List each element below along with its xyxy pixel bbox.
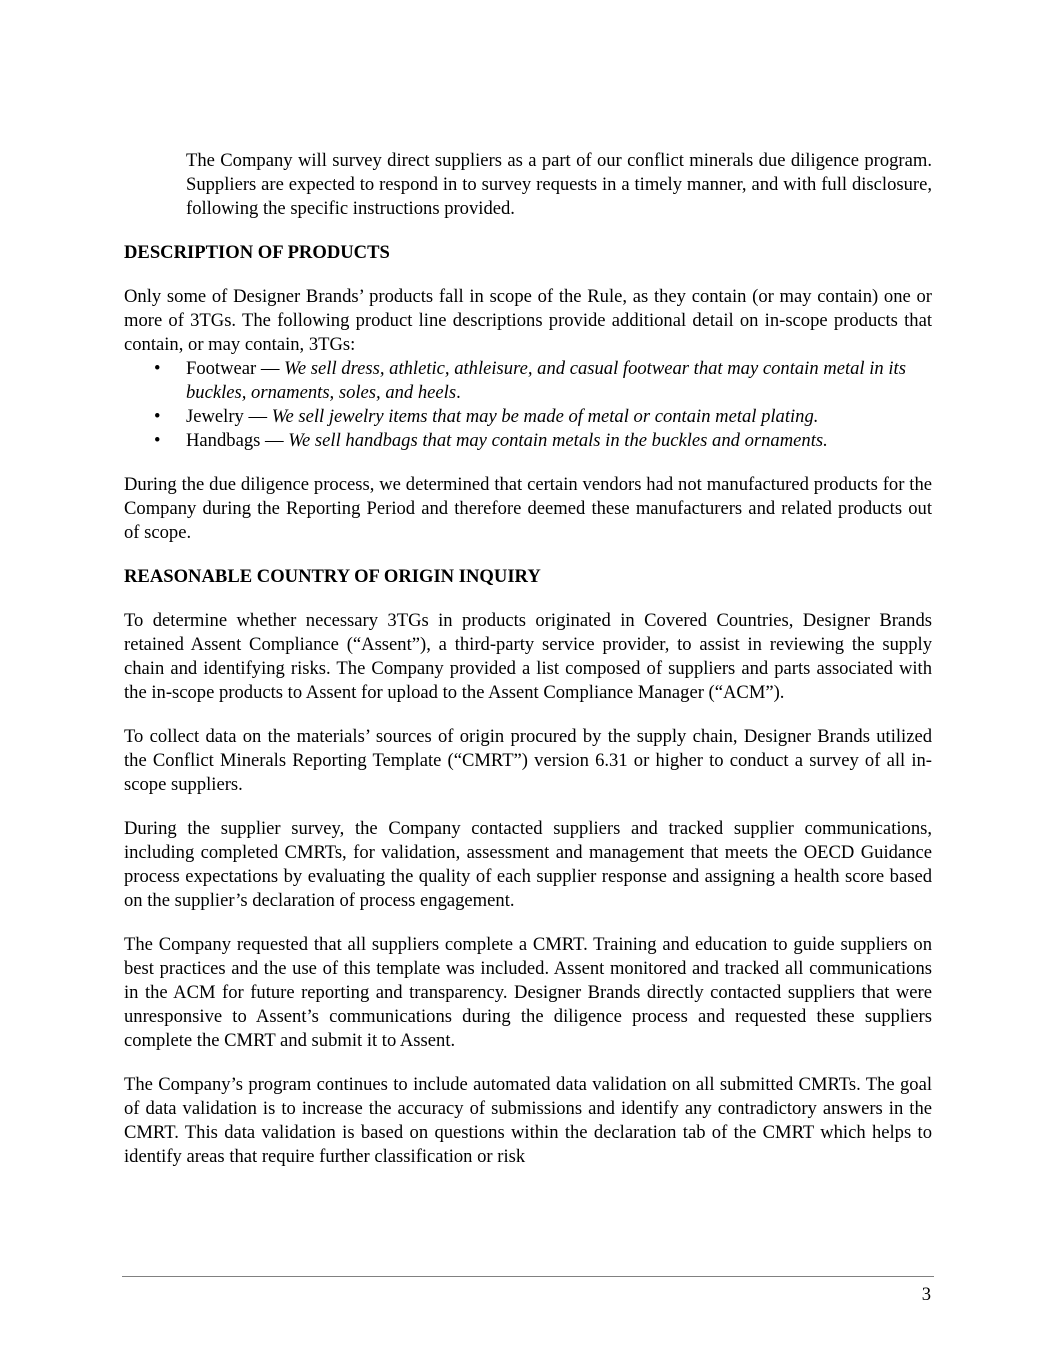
intro-paragraph: The Company will survey direct suppliers as a part of our conflict minerals due diligence program. Suppliers are expected to respond in to survey requests in a timely manner, and with full disclosure, following the specific instructions provided. [186,150,932,219]
product-description: We sell dress, athletic, athleisure, and casual footwear that may contain metal in its buckles, ornaments, soles, and heels [186,358,906,403]
inquiry-paragraph-1: To determine whether necessary 3TGs in products originated in Covered Countries, Designer Brands retained Assent Compliance (“Assent”), a third-party service provider, to assist in reviewing the supply chain and identifying risks. The Company provided a list composed of suppliers and parts associated with the in-scope products to Assent for upload to the Assent Compliance Manager (“ACM”). [124,610,932,703]
product-label: Jewelry — [186,406,272,427]
list-item [124,405,932,429]
products-paragraph: Only some of Designer Brands’ products fall in scope of the Rule, as they contain (or may contain) one or more of 3TGs. The following product line descriptions provide additional detail on in-scope products that contain, or may contain, 3TGs: [124,286,932,355]
footer-divider [122,1276,934,1277]
product-description: We sell jewelry items that may be made of metal or contain metal plating. [271,406,819,427]
scope-closing-paragraph: During the due diligence process, we determined that certain vendors had not manufactured products for the Company during the Reporting Period and therefore deemed these manufacturers and related products out of scope. [124,474,932,543]
product-description: We sell handbags that may contain metals in the buckles and ornaments. [288,430,828,451]
page-number: 3 [921,1284,931,1305]
list-item [124,357,932,405]
document-page [124,149,932,1169]
list-item [124,429,932,453]
product-suffix: . [456,382,461,403]
bullet-icon: • [154,406,161,427]
bullet-icon: • [154,430,161,451]
product-list [124,357,932,453]
inquiry-paragraph-2: To collect data on the materials’ sources of origin procured by the supply chain, Designer Brands utilized the Conflict Minerals Reporting Template (“CMRT”) version 6.31 or higher to conduct a survey of all in-scope suppliers. [124,726,932,795]
inquiry-paragraph-3: During the supplier survey, the Company contacted suppliers and tracked supplier communications, including completed CMRTs, for validation, assessment and management that meets the OECD Guidance process expectations by evaluating the quality of each supplier response and assigning a health score based on the supplier’s declaration of process engagement. [124,818,932,911]
section-heading-inquiry: REASONABLE COUNTRY OF ORIGIN INQUIRY [124,566,541,587]
bullet-icon: • [154,358,161,379]
section-heading-products: DESCRIPTION OF PRODUCTS [124,242,390,263]
product-label: Handbags — [186,430,289,451]
product-label: Footwear — [186,358,285,379]
inquiry-paragraph-4: The Company requested that all suppliers complete a CMRT. Training and education to guide suppliers on best practices and the use of this template was included. Assent monitored and tracked all communications in the ACM for future reporting and transparency. Designer Brands directly contacted suppliers that were unresponsive to Assent’s communications during the diligence process and requested these suppliers complete the CMRT and submit it to Assent. [124,934,932,1051]
inquiry-paragraph-5: The Company’s program continues to include automated data validation on all submitted CMRTs. The goal of data validation is to increase the accuracy of submissions and identify any contradictory answers in the CMRT. This data validation is based on questions within the declaration tab of the CMRT which helps to identify areas that require further classification or risk [124,1074,932,1167]
